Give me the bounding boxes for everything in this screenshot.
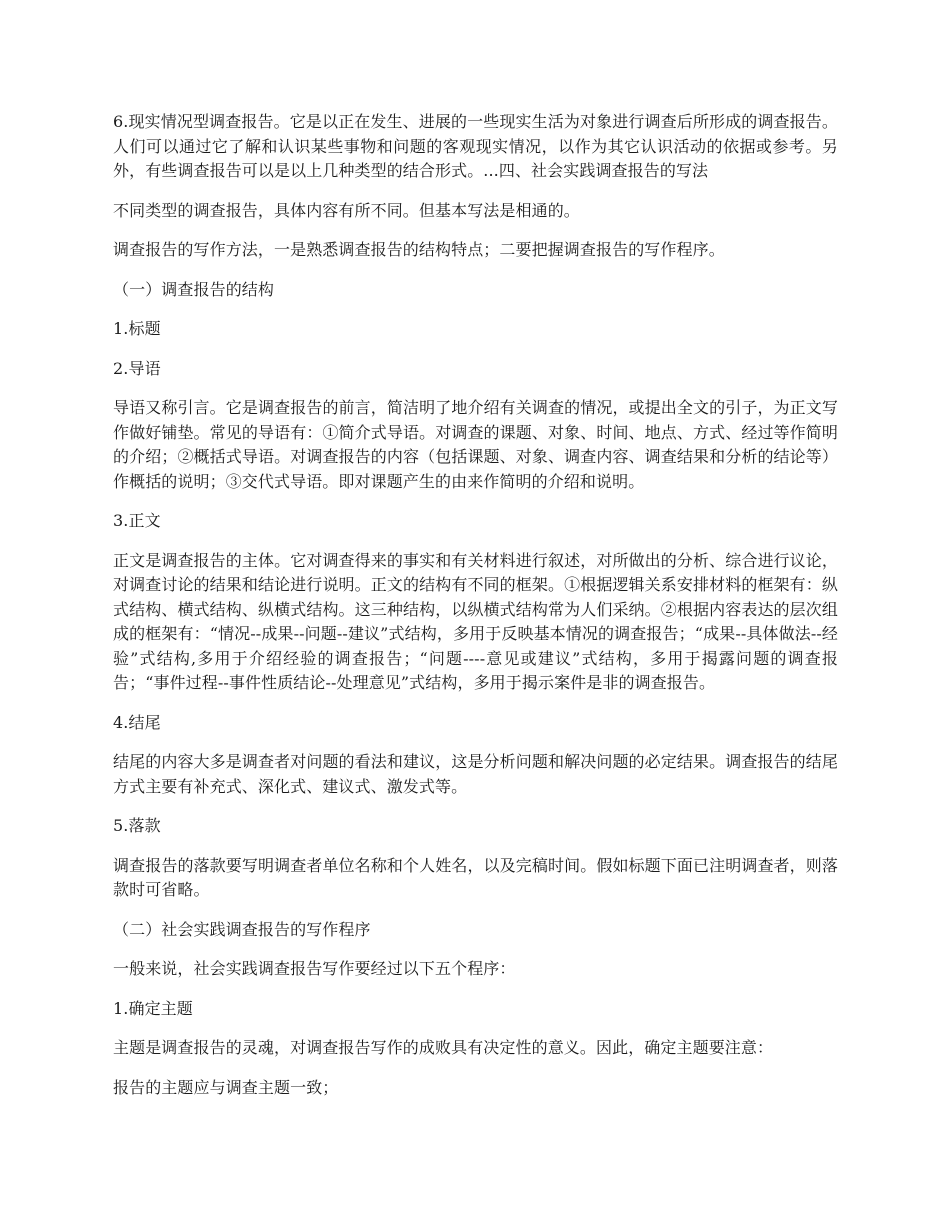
paragraph-body: 正文是调查报告的主体。它对调查得来的事实和有关材料进行叙述，对所做出的分析、综合进行议论，对调查讨论的结果和结论进行说明。正文的结构有不同的框架。①根据逻辑关系安排材料的框架有：纵式结构、横式结构、纵横式结构。这三种结构，以纵横式结构常为人们采纳。②根据内容表达的层次组成的框架有：“情况--成果--问题--建议”式结构，多用于反映基本情况的调查报告；“成果--具体做法--经验”式结构,多用于介绍经验的调查报告；“问题----意见或建议”式结构，多用于揭露问题的调查报告；“事件过程--事件性质结论--处理意见”式结构，多用于揭示案件是非的调查报告。 [113,550,838,692]
paragraph-intro-type6: 6.现实情况型调查报告。它是以正在发生、进展的一些现实生活为对象进行调查后所形成的调查报告。人们可以通过它了解和认识某些事物和问题的客观现实情况，以作为其它认识活动的依据或参考。另外，有些调查报告可以是以上几种类型的结合形式。...四、社会实践调查报告的写法 [113,112,838,180]
subheading-body: 3.正文 [113,511,161,530]
paragraph-ending: 结尾的内容大多是调查者对问题的看法和建议，这是分析问题和解决问题的必定结果。调查报告的结尾方式主要有补充式、深化式、建议式、激发式等。 [113,752,838,796]
subheading-signature: 5.落款 [113,816,161,835]
subheading-title: 1.标题 [113,319,161,338]
section-heading-structure: （一）调查报告的结构 [113,279,275,299]
subheading-theme: 1.确定主题 [113,998,193,1018]
paragraph-signature: 调查报告的落款要写明调查者单位名称和个人姓名，以及完稿时间。假如标题下面已注明调查者，则落款时可省略。 [113,855,838,899]
paragraph-theme: 主题是调查报告的灵魂，对调查报告写作的成败具有决定性的意义。因此，确定主题要注意： [113,1038,774,1057]
paragraph-lead: 导语又称引言。它是调查报告的前言，简洁明了地介绍有关调查的情况，或提出全文的引子，为正文写作做好铺垫。常见的导语有：①简介式导语。对调查的课题、对象、时间、地点、方式、经过等作简明的介绍；②概括式导语。对调查报告的内容（包括课题、对象、调查内容、调查结果和分析的结论等）作概括的说明；③交代式导语。即对课题产生的由来作简明的介绍和说明。 [113,398,838,491]
paragraph-writing-method: 调查报告的写作方法，一是熟悉调查报告的结构特点；二要把握调查报告的写作程序。 [113,240,725,259]
subheading-lead: 2.导语 [113,358,161,378]
paragraph-theme-consistency: 报告的主题应与调查主题一致； [113,1077,339,1097]
paragraph-procedure-intro: 一般来说，社会实践调查报告写作要经过以下五个程序： [113,959,516,978]
section-heading-procedure: （二）社会实践调查报告的写作程序 [113,919,371,939]
paragraph-basic-writing: 不同类型的调查报告，具体内容有所不同。但基本写法是相通的。 [113,200,580,220]
subheading-ending: 4.结尾 [113,712,161,732]
